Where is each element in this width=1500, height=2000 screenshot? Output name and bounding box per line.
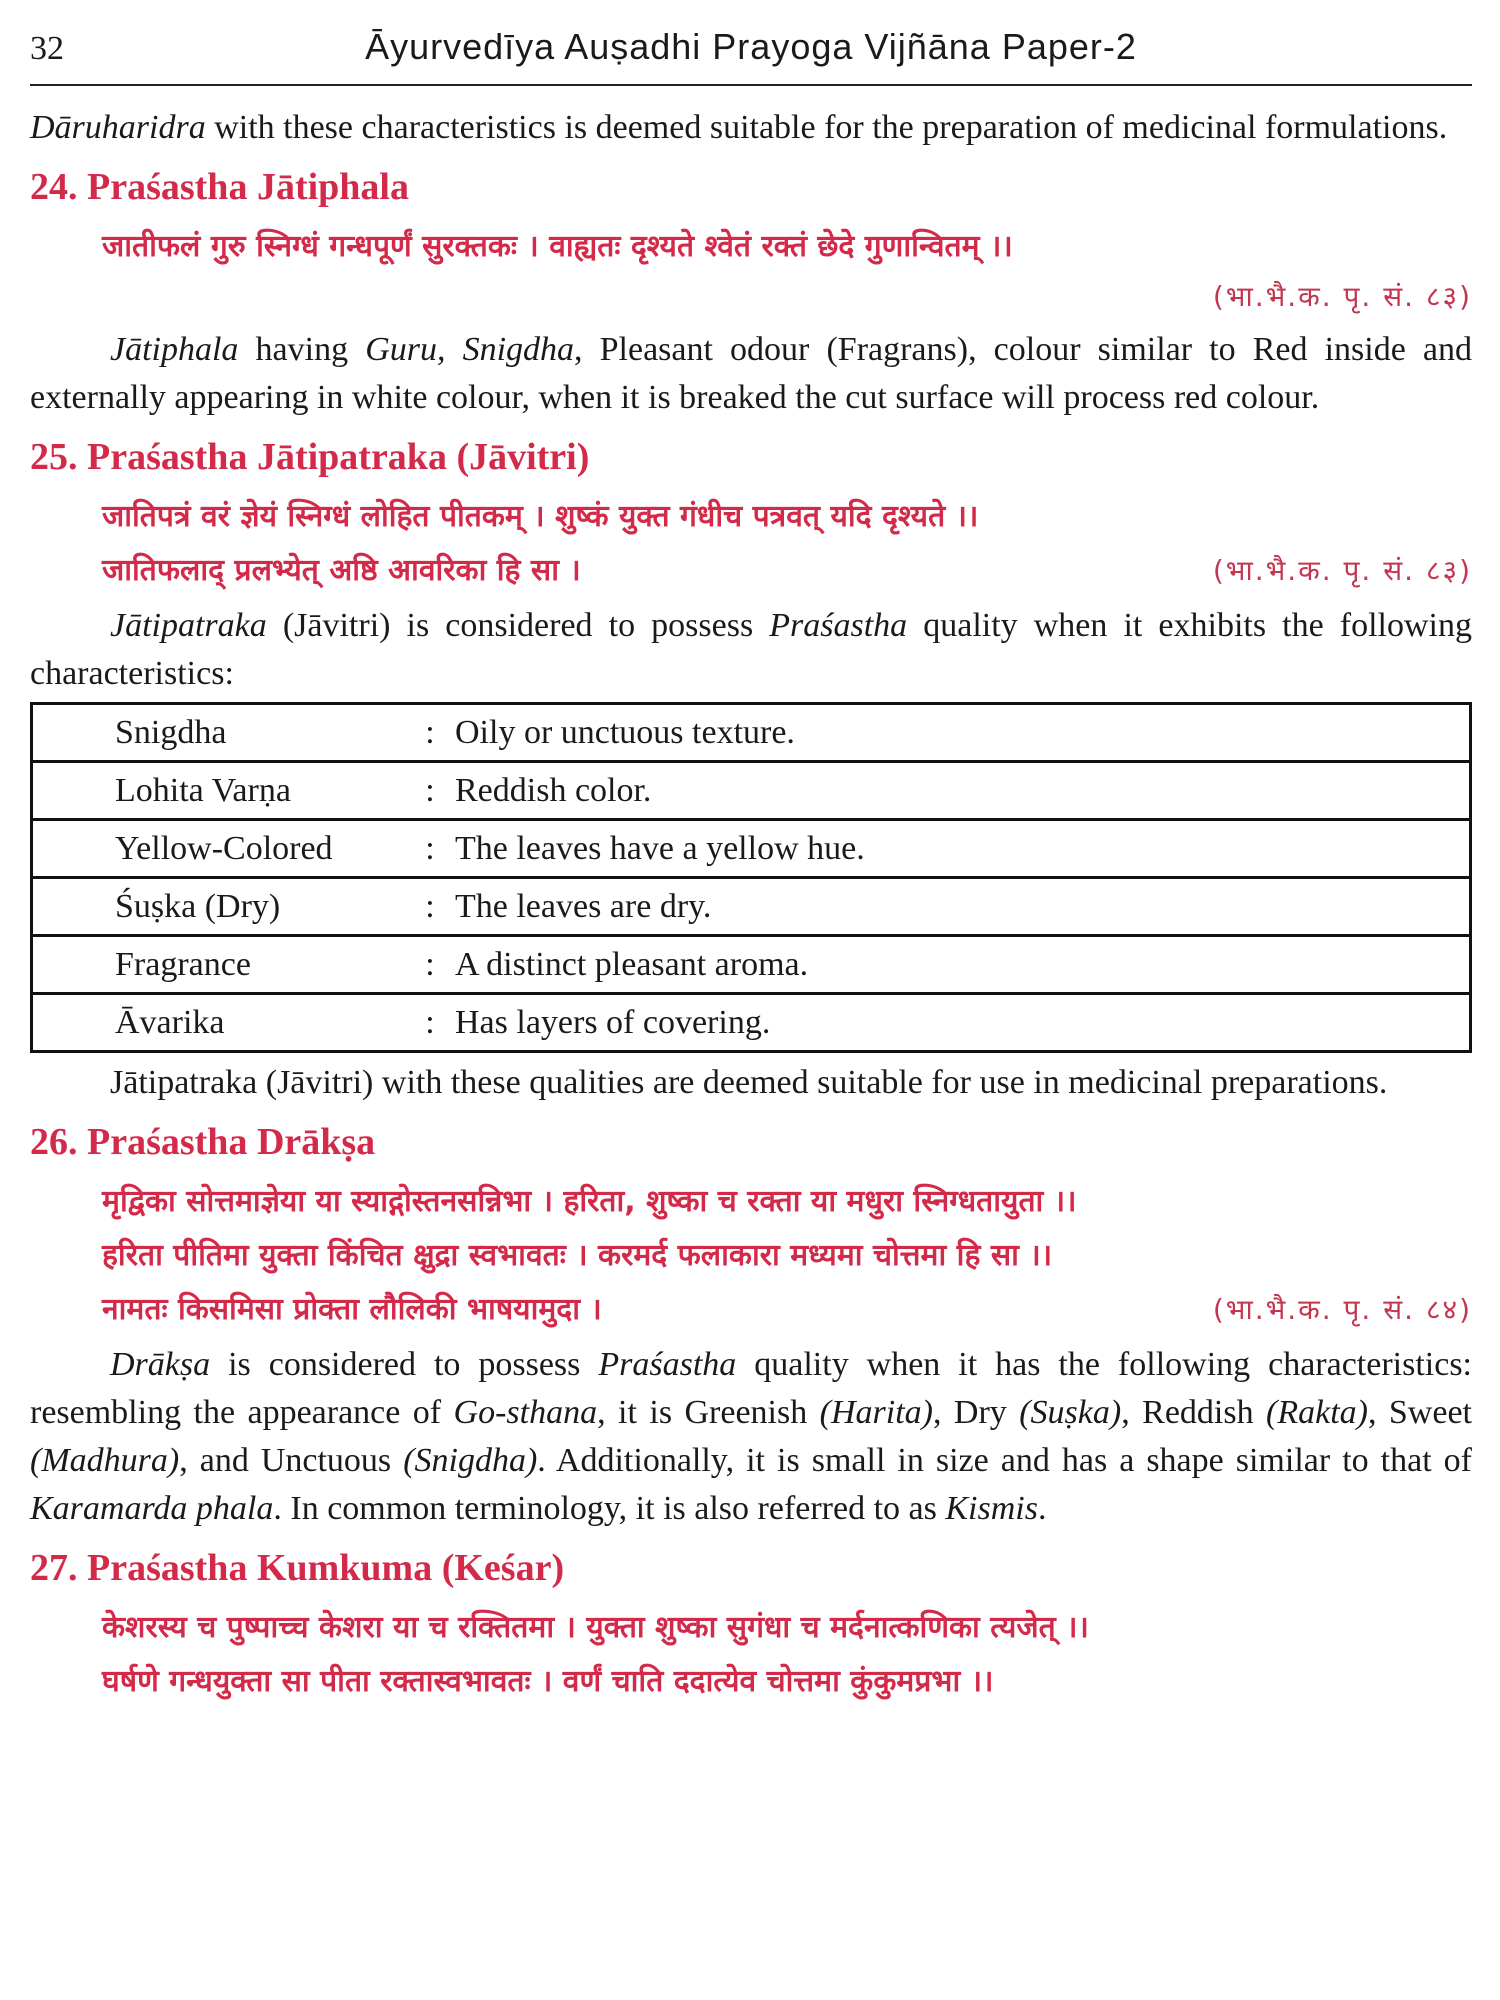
s26-text-5: , Reddish — [1121, 1394, 1267, 1431]
s24-text-2: , Pleasant odour (Fragrans), colour similar to Red inside and externally appearing in white colour, when it is breaked the cut surface will process red colour. — [30, 331, 1472, 416]
row-label: Lohita Varṇa — [32, 762, 406, 820]
s25-term-1: Jātipatraka — [110, 607, 267, 644]
section-25-shloka — [30, 490, 1472, 598]
row-label: Yellow-Colored — [32, 820, 406, 878]
section-24-reference: (भा.भै.क. पृ. सं. ८३) — [1212, 280, 1472, 313]
s26-text-1: is considered to possess — [210, 1346, 599, 1383]
table-row — [32, 994, 1471, 1052]
running-title: Āyurvedīya Auṣadhi Prayoga Vijñāna Paper-2 — [365, 26, 1137, 67]
table-row — [32, 936, 1471, 994]
section-24-shloka — [30, 220, 1472, 274]
table-row — [32, 704, 1471, 762]
intro-term: Dāruharidra — [30, 109, 206, 146]
s26-term-2: Praśastha — [598, 1346, 737, 1383]
table-row — [32, 820, 1471, 878]
s24-term-1: Jātiphala — [110, 331, 239, 368]
s26-text-7: , and Unctuous — [179, 1442, 404, 1479]
section-24-heading: 24. Praśastha Jātiphala — [30, 166, 409, 208]
section-25-shloka-line-2: जातिफलाद् प्रलभ्येत् अष्ठि आवरिका हि सा । — [102, 553, 581, 588]
characteristics-table — [30, 702, 1472, 1053]
section-25-reference: (भा.भै.क. पृ. सं. ८३) — [1212, 554, 1472, 587]
s26-term-10: Kismis — [945, 1490, 1038, 1527]
page-number: 32 — [30, 30, 64, 67]
s26-text-10: . — [1037, 1490, 1047, 1527]
s26-term-5: (Suṣka) — [1019, 1394, 1122, 1431]
table-row — [32, 762, 1471, 820]
row-colon: : — [405, 762, 455, 820]
section-26-shloka — [30, 1175, 1472, 1337]
section-27-shloka-line-1: केशरस्य च पुष्पाच्च केशरा या च रक्तितमा । युक्ता शुष्का सुगंधा च मर्दनात्कणिका त्यजेत् ।। — [102, 1610, 1089, 1645]
section-26-reference: (भा.भै.क. पृ. सं. ८४) — [1212, 1293, 1472, 1326]
row-description: Has layers of covering. — [455, 994, 1471, 1052]
s26-term-3: Go-sthana — [453, 1394, 598, 1431]
row-description: The leaves have a yellow hue. — [455, 820, 1471, 878]
row-label: Śuṣka (Dry) — [32, 878, 406, 936]
section-25-after-paragraph: Jātipatraka (Jāvitri) with these qualities are deemed suitable for use in medicinal preparations. — [110, 1064, 1388, 1101]
s26-text-3: , it is Greenish — [597, 1394, 820, 1431]
s26-term-1: Drākṣa — [110, 1346, 211, 1383]
row-description: Reddish color. — [455, 762, 1471, 820]
section-27-shloka-line-2: घर्षणे गन्धयुक्ता सा पीता रक्तास्वभावतः । वर्णं चाति ददात्येव चोत्तमा कुंकुमप्रभा ।। — [102, 1664, 994, 1699]
row-label: Fragrance — [32, 936, 406, 994]
section-26-shloka-line-3-row — [102, 1283, 1472, 1337]
section-26-shloka-line-3: नामतः किसमिसा प्रोक्ता लौलिकी भाषयामुदा । — [102, 1292, 602, 1327]
s26-term-6: (Rakta) — [1266, 1394, 1368, 1431]
row-description: A distinct pleasant aroma. — [455, 936, 1471, 994]
intro-paragraph — [30, 104, 1472, 152]
s25-term-2: Praśastha — [769, 607, 908, 644]
s26-term-4: (Harita) — [819, 1394, 933, 1431]
s26-term-7: (Madhura) — [30, 1442, 180, 1479]
section-26-shloka-line-1: मृद्विका सोत्तमाज्ञेया या स्याद्गोस्तनसन्निभा । हरिता, शुष्का च रक्ता या मधुरा स्निग्धतायुता ।। — [102, 1184, 1077, 1219]
s26-text-9: . In common terminology, it is also referred to as — [273, 1490, 946, 1527]
row-label: Snigdha — [32, 704, 406, 762]
s26-text-8: . Additionally, it is small in size and has a shape similar to that of — [537, 1442, 1472, 1479]
section-25-paragraph — [30, 602, 1472, 698]
intro-text: with these characteristics is deemed suitable for the preparation of medicinal formulations. — [205, 109, 1448, 146]
s26-term-9: Karamarda phala — [30, 1490, 274, 1527]
section-24-paragraph — [30, 326, 1472, 422]
row-colon: : — [405, 994, 455, 1052]
s26-text-4: , Dry — [932, 1394, 1020, 1431]
row-label: Āvarika — [32, 994, 406, 1052]
section-26-paragraph — [30, 1341, 1472, 1533]
s25-text-2: quality when it exhibits the following characteristics: — [30, 607, 1472, 692]
s26-text-6: , Sweet — [1367, 1394, 1472, 1431]
section-25-shloka-line-2-row — [102, 544, 1472, 598]
row-colon: : — [405, 878, 455, 936]
s24-text-1: having — [238, 331, 366, 368]
s24-term-2: Guru, Snigdha — [365, 331, 575, 368]
row-description: The leaves are dry. — [455, 878, 1471, 936]
section-27-heading: 27. Praśastha Kumkuma (Keśar) — [30, 1547, 565, 1589]
section-27-shloka — [30, 1601, 1472, 1709]
table-row — [32, 878, 1471, 936]
section-25-heading: 25. Praśastha Jātipatraka (Jāvitri) — [30, 436, 590, 478]
s25-text-1: (Jāvitri) is considered to possess — [266, 607, 770, 644]
row-description: Oily or unctuous texture. — [455, 704, 1471, 762]
section-25-shloka-line-1: जातिपत्रं वरं ज्ञेयं स्निग्धं लोहित पीतकम् । शुष्कं युक्त गंधीच पत्रवत् यदि दृश्यते ।। — [102, 499, 979, 534]
row-colon: : — [405, 704, 455, 762]
s26-term-8: (Snigdha) — [403, 1442, 538, 1479]
row-colon: : — [405, 936, 455, 994]
section-24-shloka-line-1: जातीफलं गुरु स्निग्धं गन्धपूर्णं सुरक्तकः । वाह्यतः दृश्यते श्वेतं रक्तं छेदे गुणान्वितम् ।। — [102, 229, 1013, 264]
section-26-heading: 26. Praśastha Drākṣa — [30, 1121, 376, 1163]
s26-text-2: quality when it has the following characteristics: resembling the appearance of — [30, 1346, 1472, 1431]
section-26-shloka-line-2: हरिता पीतिमा युक्ता किंचित क्षुद्रा स्वभावतः । करमर्द फलाकारा मध्यमा चोत्तमा हि सा ।। — [102, 1238, 1053, 1273]
page-header — [30, 22, 1472, 86]
row-colon: : — [405, 820, 455, 878]
